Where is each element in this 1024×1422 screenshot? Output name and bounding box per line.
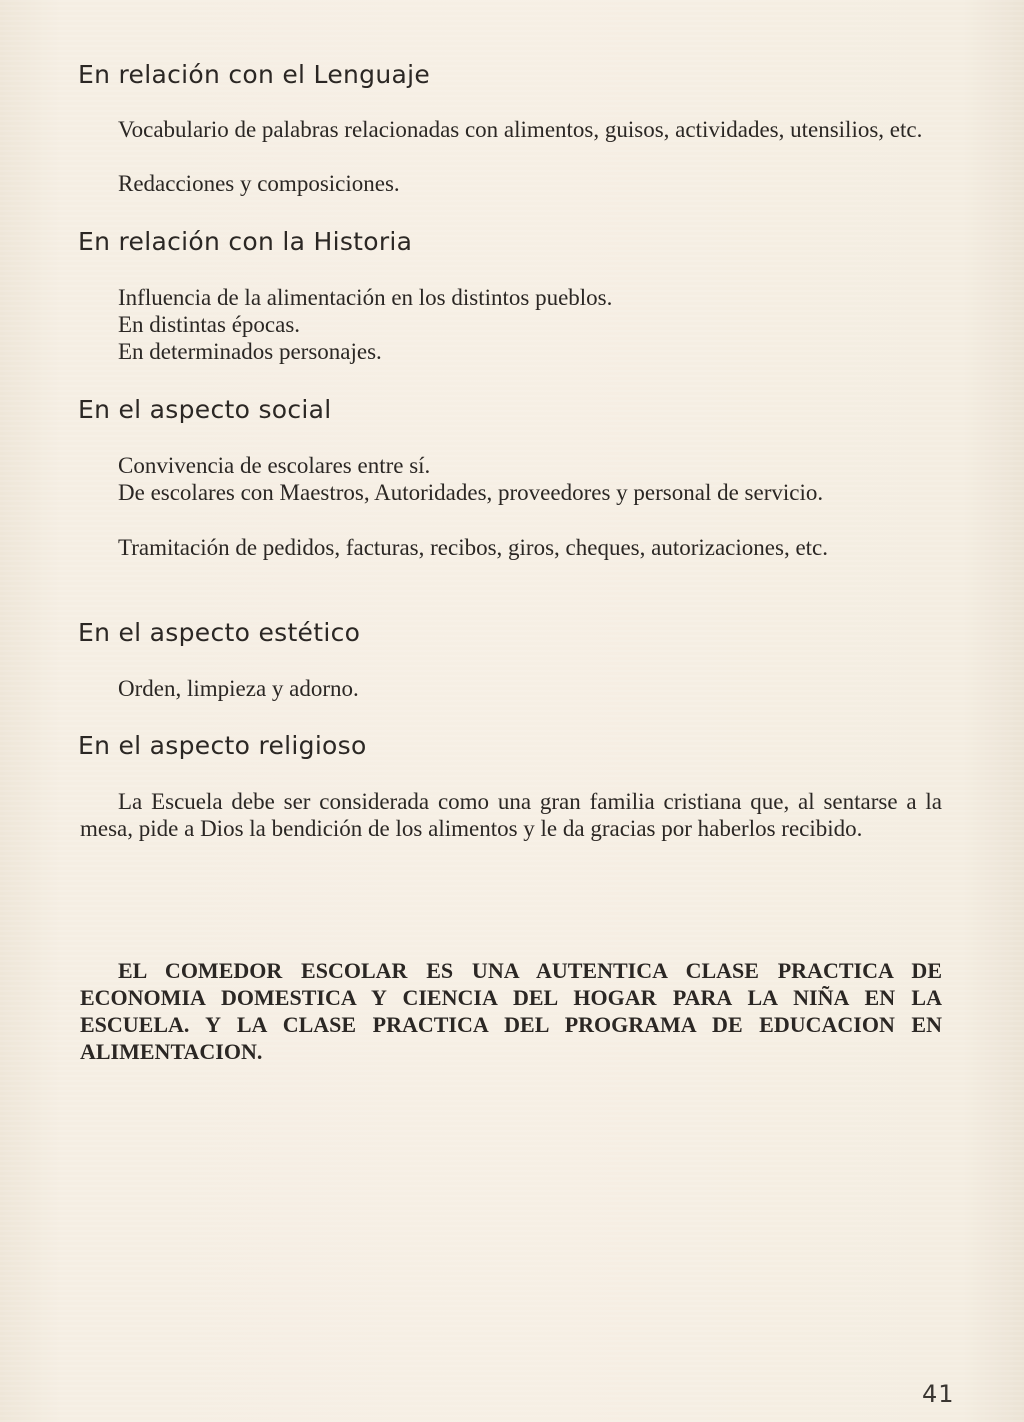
- closing-statement: EL COMEDOR ESCOLAR ES UNA AUTENTICA CLASE PRACTICA DE ECONOMIA DOMESTICA Y CIENCIA DEL HOGAR PARA LA NIÑA EN LA ESCUELA. Y LA CLASE PRACTICA DEL PROGRAMA DE EDUCACION EN ALIMENTACION.: [80, 958, 942, 1064]
- section-heading-social: En el aspecto social: [78, 395, 332, 424]
- paragraph-historia-personajes: En determinados personajes.: [118, 339, 382, 364]
- section-heading-estetico: En el aspecto estético: [78, 618, 361, 647]
- paragraph-lenguaje-redacciones: Redacciones y composiciones.: [118, 171, 400, 196]
- paragraph-religioso-escuela: La Escuela debe ser considerada como una gran familia cristiana que, al sentarse a la mesa, pide a Dios la bendición de los alimentos y le da gracias por haberlos recibido.: [80, 789, 942, 841]
- paragraph-historia-epocas: En distintas épocas.: [118, 312, 301, 337]
- paragraph-historia-influencia: Influencia de la alimentación en los distintos pueblos.: [118, 285, 613, 310]
- paragraph-social-escolares: De escolares con Maestros, Autoridades, proveedores y personal de servicio.: [118, 480, 824, 505]
- section-heading-religioso: En el aspecto religioso: [78, 731, 367, 760]
- paragraph-social-convivencia: Convivencia de escolares entre sí.: [118, 453, 431, 478]
- paragraph-estetico-orden: Orden, limpieza y adorno.: [118, 676, 359, 701]
- page-number: 41: [922, 1380, 955, 1408]
- paragraph-social-tramitacion: Tramitación de pedidos, facturas, recibos, giros, cheques, autorizaciones, etc.: [118, 535, 829, 560]
- section-heading-lenguaje: En relación con el Lenguaje: [78, 60, 431, 89]
- section-heading-historia: En relación con la Historia: [78, 227, 413, 256]
- paragraph-lenguaje-vocabulario: Vocabulario de palabras relacionadas con alimentos, guisos, actividades, utensilios, etc.: [118, 117, 923, 142]
